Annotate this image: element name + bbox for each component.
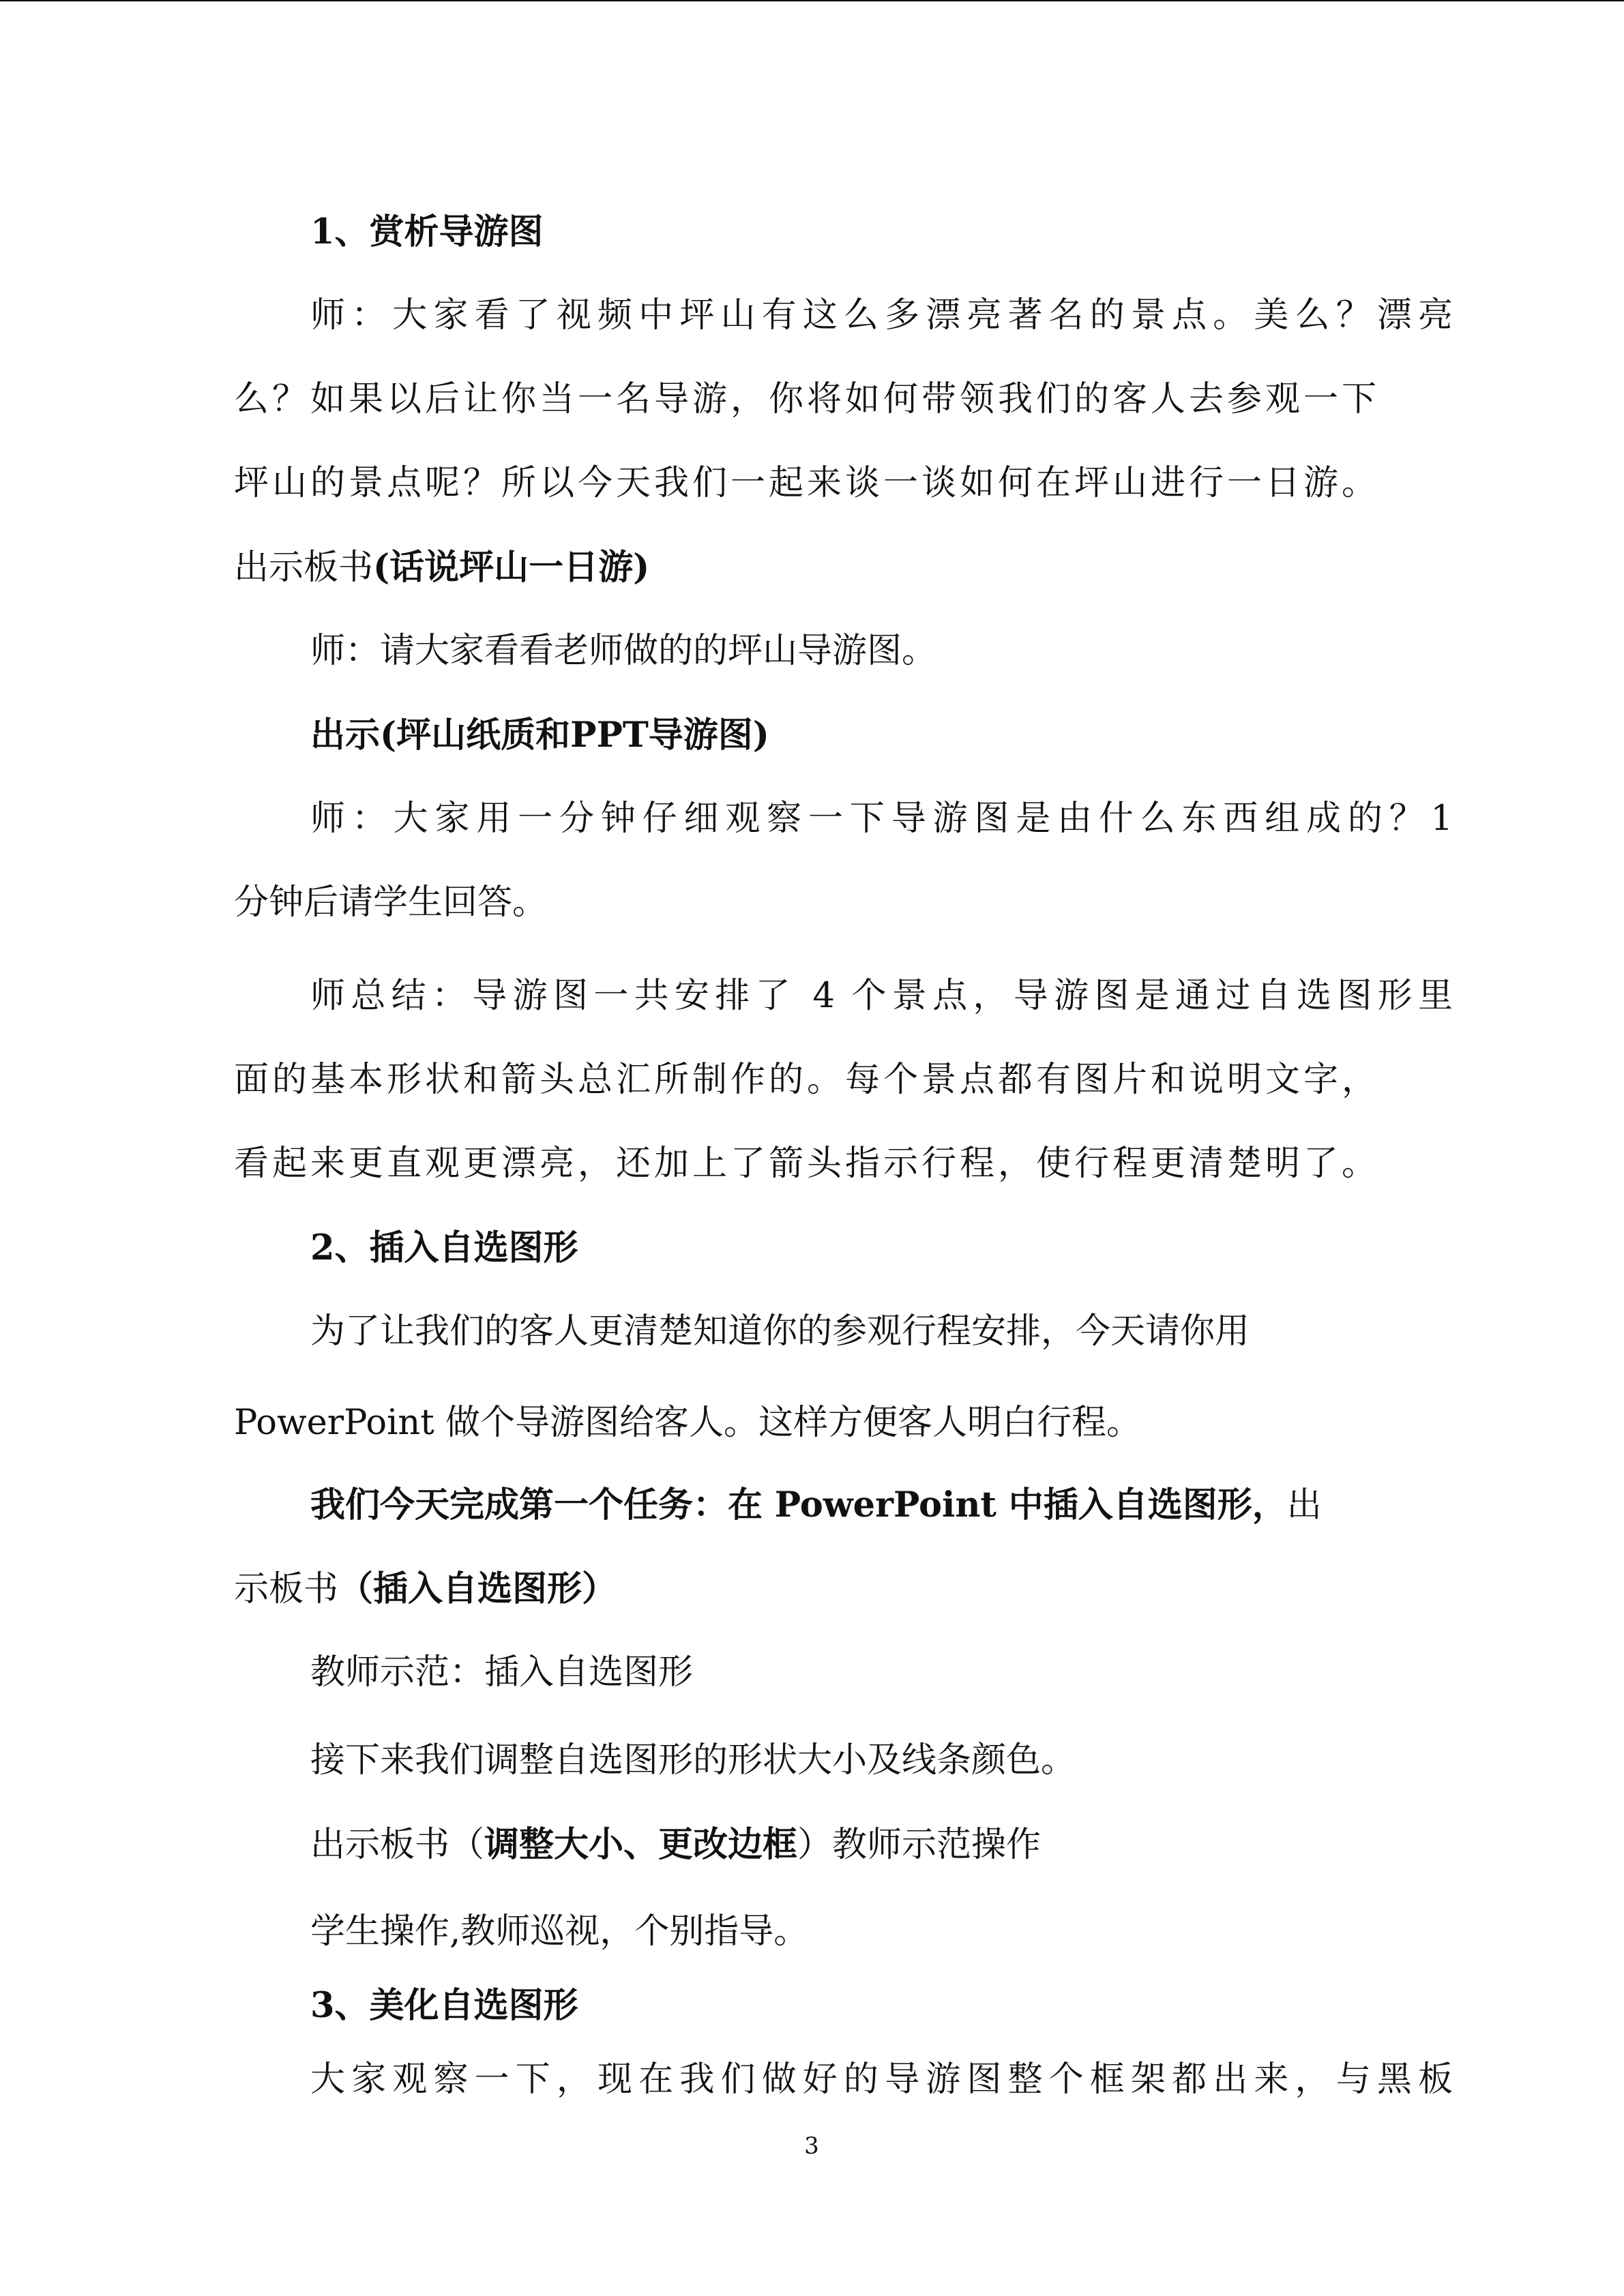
text-run: 教师示范：插入自选图形 <box>310 1652 694 1693</box>
paragraph-line <box>310 1908 808 1956</box>
text-run: 师：请大家看看老师做的的坪山导游图。 <box>310 631 937 671</box>
paragraph-line <box>310 1481 1322 1529</box>
text-run: 么？如果以后让你当一名导游，你将如何带领我们的客人去参观一下 <box>234 379 1376 419</box>
text-run: 师总结：导游图一共安排了 4 个景点，导游图是通过自选图形里 <box>310 976 1453 1016</box>
paragraph-line <box>234 879 547 927</box>
page-number: 3 <box>804 2132 819 2160</box>
bold-text-run: 我们今天完成第一个任务：在 PowerPoint 中插入自选图形， <box>310 1485 1287 1525</box>
paragraph-line <box>310 1308 1250 1356</box>
paragraph-line <box>234 1056 1376 1104</box>
paragraph-line <box>310 292 1453 340</box>
page-top-border <box>0 0 1624 1</box>
paragraph-line <box>234 376 1376 423</box>
paragraph-line <box>310 2056 1453 2104</box>
paragraph-line <box>234 543 649 591</box>
text-run: 分钟后请学生回答。 <box>234 882 548 923</box>
bold-text-run: 2、插入自选图形 <box>310 1227 578 1268</box>
paragraph-line <box>234 1140 1376 1188</box>
text-run: 面的基本形状和箭头总汇所制作的。每个景点都有图片和说明文字， <box>234 1060 1376 1100</box>
text-run: 大家观察一下，现在我们做好的导游图整个框架都出来，与黑板 <box>310 2059 1453 2100</box>
text-run: PowerPoint 做个导游图给客人。这样方便客人明白行程。 <box>234 1403 1141 1443</box>
text-run: ）教师示范操作 <box>797 1825 1042 1865</box>
bold-text-run: (话说坪山一日游) <box>373 547 650 588</box>
bold-text-run: 1、赏析导游图 <box>310 211 544 252</box>
paragraph-line <box>234 1399 1141 1447</box>
section-heading-3 <box>310 1982 578 2029</box>
text-run: 坪山的景点呢？所以今天我们一起来谈一谈如何在坪山进行一日游。 <box>234 463 1376 503</box>
text-run: 师：大家看了视频中坪山有这么多漂亮著名的景点。美么？漂亮 <box>310 295 1453 336</box>
text-run: 学生操作,教师巡视，个别指导。 <box>310 1911 809 1952</box>
text-run: 接下来我们调整自选图形的形状大小及线条颜色。 <box>310 1740 1076 1780</box>
text-run: 师：大家用一分钟仔细观察一下导游图是由什么东西组成的？1 <box>310 799 1453 839</box>
text-run: 出 <box>1286 1485 1322 1525</box>
bold-text-run: 出示(坪山纸质和PPT导游图) <box>310 715 769 756</box>
paragraph-line <box>310 1649 693 1697</box>
text-run: 出示板书 <box>234 548 374 588</box>
text-run: 看起来更直观更漂亮，还加上了箭头指示行程，使行程更清楚明了。 <box>234 1144 1376 1184</box>
paragraph-line <box>310 1737 1076 1785</box>
paragraph-line <box>234 1565 617 1613</box>
paragraph-line <box>310 795 1453 843</box>
section-heading-2 <box>310 1224 578 1272</box>
bold-text-run: 3、美化自选图形 <box>310 1985 578 2026</box>
text-run: 示板书 <box>234 1569 339 1609</box>
text-run: 为了让我们的客人更清楚知道你的参观行程安排，今天请你用 <box>310 1311 1250 1352</box>
paragraph-line <box>310 711 769 759</box>
paragraph-line <box>310 1821 1041 1868</box>
text-run: 出示板书（ <box>310 1825 485 1865</box>
paragraph-line <box>310 972 1453 1020</box>
paragraph-line <box>310 627 936 675</box>
section-heading-1 <box>310 208 544 256</box>
bold-text-run: （插入自选图形） <box>338 1568 617 1609</box>
paragraph-line <box>234 460 1376 507</box>
bold-text-run: 调整大小、更改边框 <box>484 1824 798 1865</box>
